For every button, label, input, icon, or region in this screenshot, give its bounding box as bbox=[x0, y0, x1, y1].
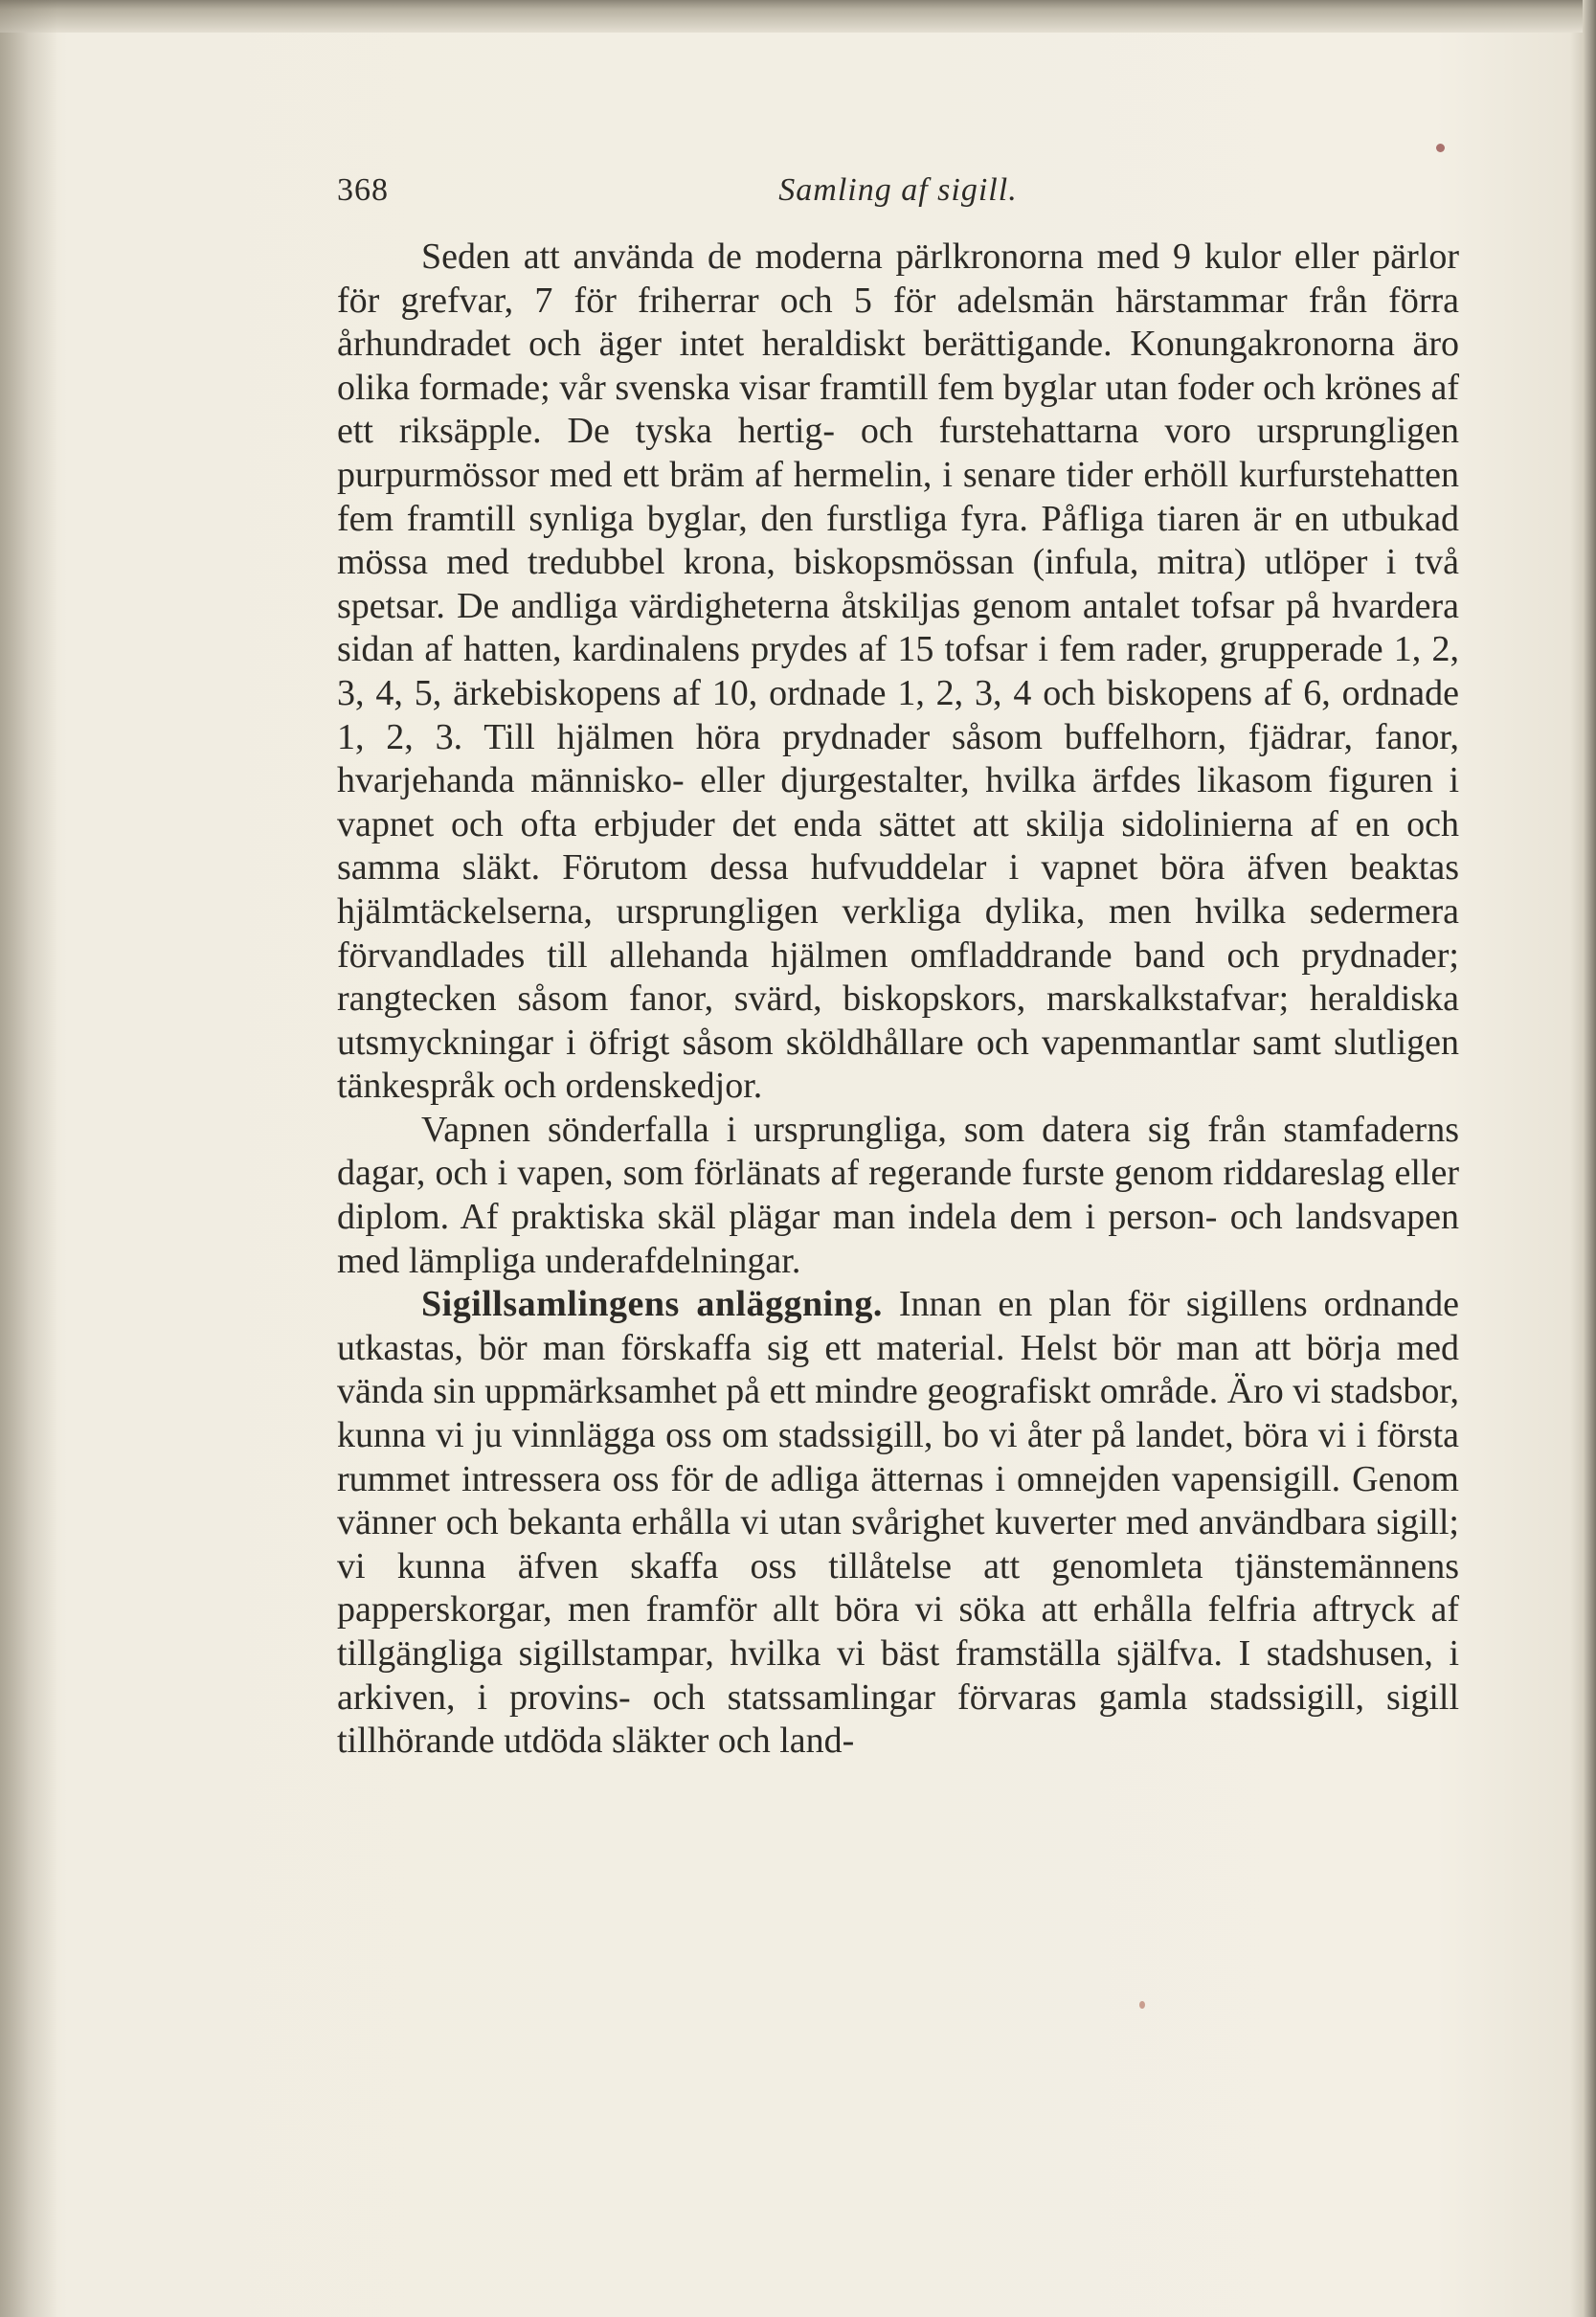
paragraph-arms-classes bbox=[337, 1109, 1459, 1283]
body-text bbox=[337, 236, 1459, 1764]
paragraph-text: Vapnen sönderfalla i ursprungliga, som datera sig från stamfaderns dagar, och i vapen, som förlänats af regerande furste genom riddareslag eller diplom. Af praktiska skäl plägar man indela dem i person- och landsvapen med lämpliga underafdelningar. bbox=[337, 1109, 1459, 1281]
paragraph-crowns bbox=[337, 236, 1459, 1109]
page-right-edge bbox=[1583, 0, 1596, 2317]
ink-speck bbox=[1436, 144, 1445, 152]
book-page bbox=[337, 172, 1459, 1764]
section-heading: Sigillsamlingens anläggning. bbox=[421, 1284, 883, 1325]
ink-speck bbox=[1139, 2001, 1145, 2009]
binding-shadow bbox=[0, 0, 57, 2317]
paragraph-text: Seden att använda de moderna pärlkronorna med 9 kulor eller pärlor för grefvar, 7 för friherrar och 5 för adelsmän härstammar från förra århundradet och äger intet heraldiskt berättigande. Konungakronorna äro olika formade; vår svenska visar framtill fem byglar utan foder och krönes af ett riksäpple. De tyska hertig- och furstehattarna voro ursprungligen purpurmössor med ett bräm af hermelin, i senare tider erhöll kurfurstehatten fem framtill synliga byglar, den furstliga fyra. Påfliga tiaren är en utbukad mössa med tredubbel krona, biskopsmössan (infula, mitra) utlöper i två spetsar. De andliga värdigheterna åtskiljas genom antalet tofsar på hvardera sidan af hatten, kardinalens prydes af 15 tofsar i fem rader, grupperade 1, 2, 3, 4, 5, ärkebiskopens af 10, ordnade 1, 2, 3, 4 och biskopens af 6, ordnade 1, 2, 3. Till hjälmen höra prydnader såsom buffelhorn, fjädrar, fanor, hvarjehanda människo- eller djurgestalter, hvilka ärfdes likasom figuren i vapnet och ofta erbjuder det enda sättet att skilja sidolinierna af en och samma släkt. Förutom dessa hufvuddelar i vapnet böra äfven beaktas hjälmtäckelserna, ursprungligen verkliga dylika, men hvilka sedermera förvandlades till allehanda hjälmen omfladdrande band och prydnader; rangtecken såsom fanor, svärd, biskopskors, marskalkstafvar; heraldiska utsmyckningar i öfrigt såsom sköldhållare och vapenmantlar samt slutligen tänkespråk och ordenskedjor. bbox=[337, 236, 1459, 1107]
running-title: Samling af sigill. bbox=[778, 172, 1018, 208]
running-head bbox=[337, 172, 1459, 216]
page-top-edge bbox=[0, 0, 1596, 33]
paragraph-collection-setup bbox=[337, 1283, 1459, 1764]
page-number: 368 bbox=[337, 172, 389, 208]
paragraph-text: Innan en plan för sigillens ordnande utkastas, bör man förskaffa sig ett material. Helst bör man att börja med vända sin uppmärksamhet på ett mindre geografiskt område. Äro vi stadsbor, kunna vi ju vinnlägga oss om stadssigill, bo vi åter på landet, böra vi i första rummet intressera oss för de adliga ätternas i omnejden vapensigill. Genom vänner och bekanta erhålla vi utan svårighet kuverter med användbara sigill; vi kunna äfven skaffa oss tillåtelse att genomleta tjänstemännens papperskorgar, men framför allt böra vi söka att erhålla felfria aftryck af tillgängliga sigillstampar, hvilka vi bäst framställa själfva. I stadshusen, i arkiven, i provins- och statssamlingar förvaras gamla stadssigill, sigill tillhörande utdöda släkter och land- bbox=[337, 1284, 1459, 1762]
